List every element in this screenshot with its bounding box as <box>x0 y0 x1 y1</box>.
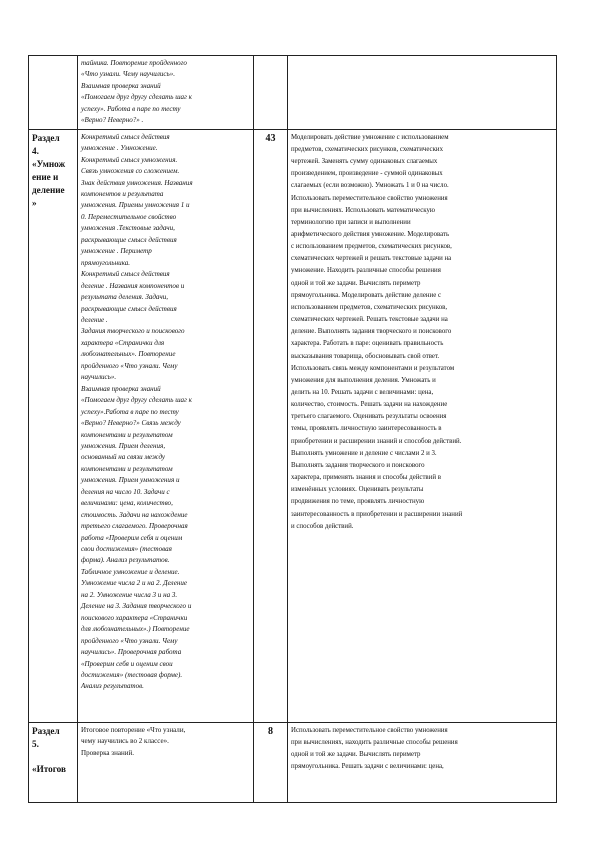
hours-cell: 43 <box>254 129 288 722</box>
activities-cell <box>288 722 557 802</box>
text-line: арифметического действия умножение. Моделировать <box>291 230 450 238</box>
text-line: «Верно? Неверно?» . <box>81 116 144 125</box>
text-line: 4. <box>32 145 39 156</box>
text-line: успеху». Работа в паре по тесту <box>81 104 181 113</box>
text-line: Раздел <box>32 725 60 736</box>
text-line: схематических чертежей. Решать текстовые задачи на <box>291 316 448 324</box>
text-line: умножения. Прием умножения и <box>81 476 180 485</box>
text-line: при вычислениях, находить различные способы решения <box>291 738 458 746</box>
text-line: прямоугольника. <box>81 258 131 267</box>
text-line: одной и той же задачи. Вычислять периметр <box>291 279 421 287</box>
text-line: любознательных». Повторение <box>81 350 176 359</box>
text-line: умножение . Умножение. <box>81 144 158 153</box>
text-line: Использовать переместительное свойство умножения <box>291 194 448 202</box>
text-line: результата деления. Задачи, <box>81 293 168 302</box>
themes-cell <box>78 129 254 722</box>
text-line: умножения .Текстовые задачи, <box>81 224 175 233</box>
text-line: «Проверим себя и оценим свои <box>81 659 173 668</box>
text-line: научились». <box>81 373 117 382</box>
text-line: прямоугольника. Решать задачи с величинами: цена, <box>291 763 444 771</box>
text-line: Анализ результатов. <box>81 682 144 691</box>
text-line: при вычислениях. Использовать математическую <box>291 206 436 214</box>
text-line: характера «Странички для <box>81 338 165 347</box>
text-line: Итоговое повторение «Что узнали, <box>81 725 186 734</box>
table-row <box>29 56 557 130</box>
text-line: Задания творческого и поискового <box>81 327 185 336</box>
text-line: приобретении и расширении знаний и способов действий. <box>291 437 462 445</box>
text-line: предметов, схематических рисунков, схематических <box>291 145 443 153</box>
themes-cell <box>78 56 254 130</box>
text-line: ение и <box>32 171 59 182</box>
text-line: Конкретный смысл умножения. <box>81 155 178 164</box>
text-line: терминологию при записи и выполнении <box>291 218 411 226</box>
text-line: высказывания товарища, обосновывать свой ответ. <box>291 352 440 360</box>
text-line: свои достижения» (тестовая <box>81 545 172 554</box>
text-line: успеху».Работа в паре по тесту <box>81 407 179 416</box>
text-line: Табличное умножение и деление. <box>81 567 180 576</box>
table-row <box>29 722 557 802</box>
text-line: прямоугольника. Моделировать действие деление с <box>291 291 441 299</box>
text-line: раскрывающие смысл действия <box>81 304 177 313</box>
text-line: величинами: цена, количество, <box>81 499 173 508</box>
text-line: тайника. Повторение пройденного <box>81 59 187 67</box>
text-line: » <box>32 197 37 208</box>
text-line: достижения» (тестовая форме). <box>81 671 183 680</box>
text-line: Знак действия умножения. Названия <box>81 178 193 187</box>
text-line: умножение. Находить различные способы решения <box>291 267 441 275</box>
text-line: использованием предметов, схематических рисунков, <box>291 303 448 311</box>
text-line: Конкретный смысл действия <box>81 132 170 141</box>
text-line: Конкретный смысл действия <box>81 270 170 279</box>
text-line: компонентами и результатом <box>81 464 173 473</box>
text-line: поискового характера «Странички <box>81 613 188 622</box>
hours-cell: 8 <box>254 722 288 802</box>
text-line: Связь умножения со сложением. <box>81 167 180 176</box>
section-cell <box>29 56 78 130</box>
text-line: с использованием предметов, схематических рисунков, <box>291 243 452 251</box>
text-line: Проверка знаний. <box>81 748 135 757</box>
text-line: произведением, произведение - суммой одинаковых <box>291 170 443 178</box>
text-line: количество, стоимость. Решать задачи на нахождение <box>291 401 448 409</box>
text-line: Использовать связь между компонентами и результатом <box>291 364 455 372</box>
text-line: Раздел <box>32 132 60 143</box>
text-line: Выполнять задания творческого и поискового <box>291 461 425 469</box>
text-line: чему научились во 2 классе». <box>81 737 169 746</box>
text-line: умножение . Периметр <box>81 247 152 256</box>
curriculum-table <box>28 55 557 803</box>
text-line: основанный на связи между <box>81 453 166 462</box>
text-line: Использовать переместительное свойство умножения <box>291 726 448 734</box>
text-line: «Помогаем друг другу сделать шаг к <box>81 396 192 405</box>
text-line: компонентами и результатом <box>81 430 173 439</box>
text-line: темы, проявлять личностную заинтересованность в <box>291 425 442 433</box>
activities-cell <box>288 129 557 722</box>
text-line: пройденного «Что узнали. Чему <box>81 636 178 645</box>
text-line: работа «Проверим себя и оценим <box>81 533 183 542</box>
text-line: «Что узнали. Чему научились». <box>81 70 176 79</box>
text-line: чертежей. Заменять сумму одинаковых слагаемых <box>291 158 438 166</box>
text-line: 0. Переместительное свойство <box>81 212 177 221</box>
text-line: одной и той же задачи. Вычислять периметр <box>291 751 421 759</box>
text-line: для любознательных».) Повторение <box>81 625 190 634</box>
text-line: деление <box>32 184 65 195</box>
text-line: умножения. Приемы умножения 1 и <box>81 201 190 210</box>
hours-cell <box>254 56 288 130</box>
text-line: делить на 10. Решать задачи с величинами: цена, <box>291 389 434 396</box>
section-cell <box>29 722 78 802</box>
text-line: Умножение числа 2 и на 2. Деление <box>81 579 188 588</box>
table-row <box>29 129 557 722</box>
text-line: характера. Работать в паре: оценивать правильность <box>291 340 444 348</box>
text-line: 5. <box>32 738 39 749</box>
text-line: пройденного «Что узнали. Чему <box>81 361 178 370</box>
text-line: и способов действий. <box>291 522 354 530</box>
text-line: умножения. Прием деления, <box>81 441 166 450</box>
text-line: деления на число 10. Задачи с <box>81 487 170 496</box>
text-line: Деление на 3. Задания творческого и <box>81 602 192 611</box>
text-line: умножения для выполнения деления. Умножать и <box>291 376 436 384</box>
text-line: научились». Проверочная работа <box>81 648 182 657</box>
text-line: деление . <box>81 315 108 324</box>
text-line: на 2. Умножение числа 3 и на 3. <box>81 590 178 599</box>
text-line: третьего слагаемого. Проверочная <box>81 522 188 531</box>
text-line: «Помогаем друг другу сделать шаг к <box>81 93 192 102</box>
text-line: «Верно? Неверно?» Связь между <box>81 419 181 428</box>
text-line: Моделировать действие умножение с использованием <box>291 133 449 141</box>
text-line: продвижения по теме, проявлять личностную <box>291 498 425 506</box>
text-line: заинтересованность в приобретении и расширении знаний <box>291 510 463 518</box>
text-line: «Итогов <box>32 763 66 774</box>
text-line: третьего слагаемого. Оценивать результаты освоения <box>291 413 447 421</box>
themes-cell <box>78 722 254 802</box>
text-line: схематических чертежей и решать текстовые задачи на <box>291 255 452 263</box>
text-line: Взаимная проверка знаний <box>81 384 161 393</box>
text-line: слагаемых (если возможно). Умножать 1 и 0 на число. <box>291 182 449 190</box>
text-line: компонентов и результата <box>81 189 164 198</box>
text-line: изменённых условиях. Оценивать результаты <box>291 486 424 494</box>
text-line: характера, применять знания и способы действий в <box>291 474 441 482</box>
text-line: форма). Анализ результатов. <box>81 556 170 565</box>
text-line: Взаимная проверка знаний <box>81 81 161 90</box>
text-line: стоимость. Задачи на нахождение <box>81 510 188 519</box>
text-line: деление. Выполнять задания творческого и поискового <box>291 328 452 336</box>
text-line: «Умнож <box>32 158 66 169</box>
text-line: Выполнять умножение и деление с числами 2 и 3. <box>291 449 437 457</box>
activities-cell <box>288 56 557 130</box>
text-line: деление . Названия компонентов и <box>81 281 185 290</box>
text-line: раскрывающие смысл действия <box>81 235 177 244</box>
section-cell <box>29 129 78 722</box>
